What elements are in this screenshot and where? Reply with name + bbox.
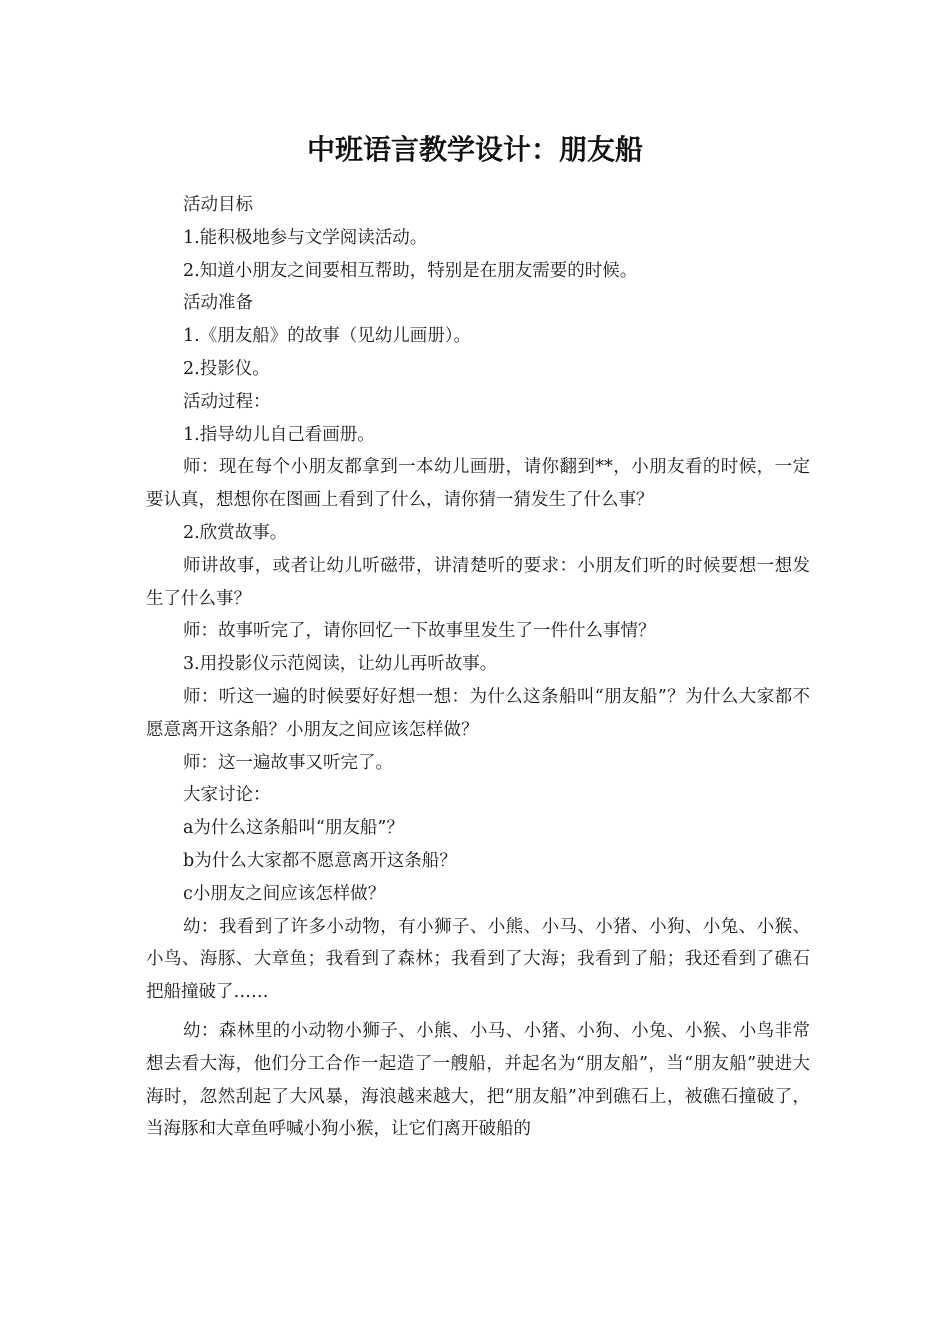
paragraph-goal-1: 1.能积极地参与文学阅读活动。 <box>183 227 428 248</box>
paragraph-prep-1: 1.《朋友船》的故事（见幼儿画册）。 <box>183 326 471 347</box>
paragraph-teacher-3: 师：故事听完了，请你回忆一下故事里发生了一件什么事情？ <box>183 621 656 642</box>
paragraph-process-heading: 活动过程： <box>183 391 271 412</box>
paragraph-prep-heading: 活动准备 <box>183 293 253 314</box>
paragraph-child-2: 幼：森林里的小动物小狮子、小熊、小马、小猪、小狗、小兔、小猴、小鸟非常想去看大海，他们分工合作一起造了一艘船，并起名为“朋友船”，当“朋友船”驶进大海时，忽然刮起了大风暴，海浪越来越大，把“朋友船”冲到礁石上，被礁石撞破了，当海豚和大章鱼呼喊小狗小猴，让它们离开破船的 <box>146 1020 810 1140</box>
paragraph-question-b: b为什么大家都不愿意离开这条船？ <box>183 850 457 871</box>
paragraph-teacher-1: 师：现在每个小朋友都拿到一本幼儿画册，请你翻到**，小朋友看的时候，一定要认真，想想你在图画上看到了什么，请你猜一猜发生了什么事？ <box>146 457 810 511</box>
paragraph-teacher-4: 师：听这一遍的时候要好好想一想：为什么这条船叫“朋友船”？为什么大家都不愿意离开这条船？小朋友之间应该怎样做？ <box>146 686 810 740</box>
paragraph-teacher-5: 师：这一遍故事又听完了。 <box>183 752 393 773</box>
paragraph-discussion-heading: 大家讨论： <box>183 785 271 806</box>
paragraph-step-3: 3.用投影仪示范阅读，让幼儿再听故事。 <box>183 654 498 675</box>
paragraph-question-a: a为什么这条船叫“朋友船”？ <box>183 818 404 839</box>
paragraph-step-1: 1.指导幼儿自己看画册。 <box>183 424 375 445</box>
paragraph-child-1: 幼：我看到了许多小动物，有小狮子、小熊、小马、小猪、小狗、小兔、小猴、小鸟、海豚、大章鱼；我看到了森林；我看到了大海；我看到了船；我还看到了礁石把船撞破了…… <box>146 916 810 1003</box>
paragraph-question-c: c小朋友之间应该怎样做？ <box>183 883 386 904</box>
paragraph-step-2: 2.欣赏故事。 <box>183 522 288 543</box>
paragraph-teacher-2: 师讲故事，或者让幼儿听磁带，讲清楚听的要求：小朋友们听的时候要想一想发生了什么事？ <box>146 555 810 609</box>
paragraph-goal-2: 2.知道小朋友之间要相互帮助，特别是在朋友需要的时候。 <box>183 260 638 281</box>
document-title: 中班语言教学设计：朋友船 <box>306 133 643 166</box>
paragraph-prep-2: 2.投影仪。 <box>183 358 270 379</box>
paragraph-goals-heading: 活动目标 <box>183 195 253 215</box>
document-body <box>146 189 810 1146</box>
